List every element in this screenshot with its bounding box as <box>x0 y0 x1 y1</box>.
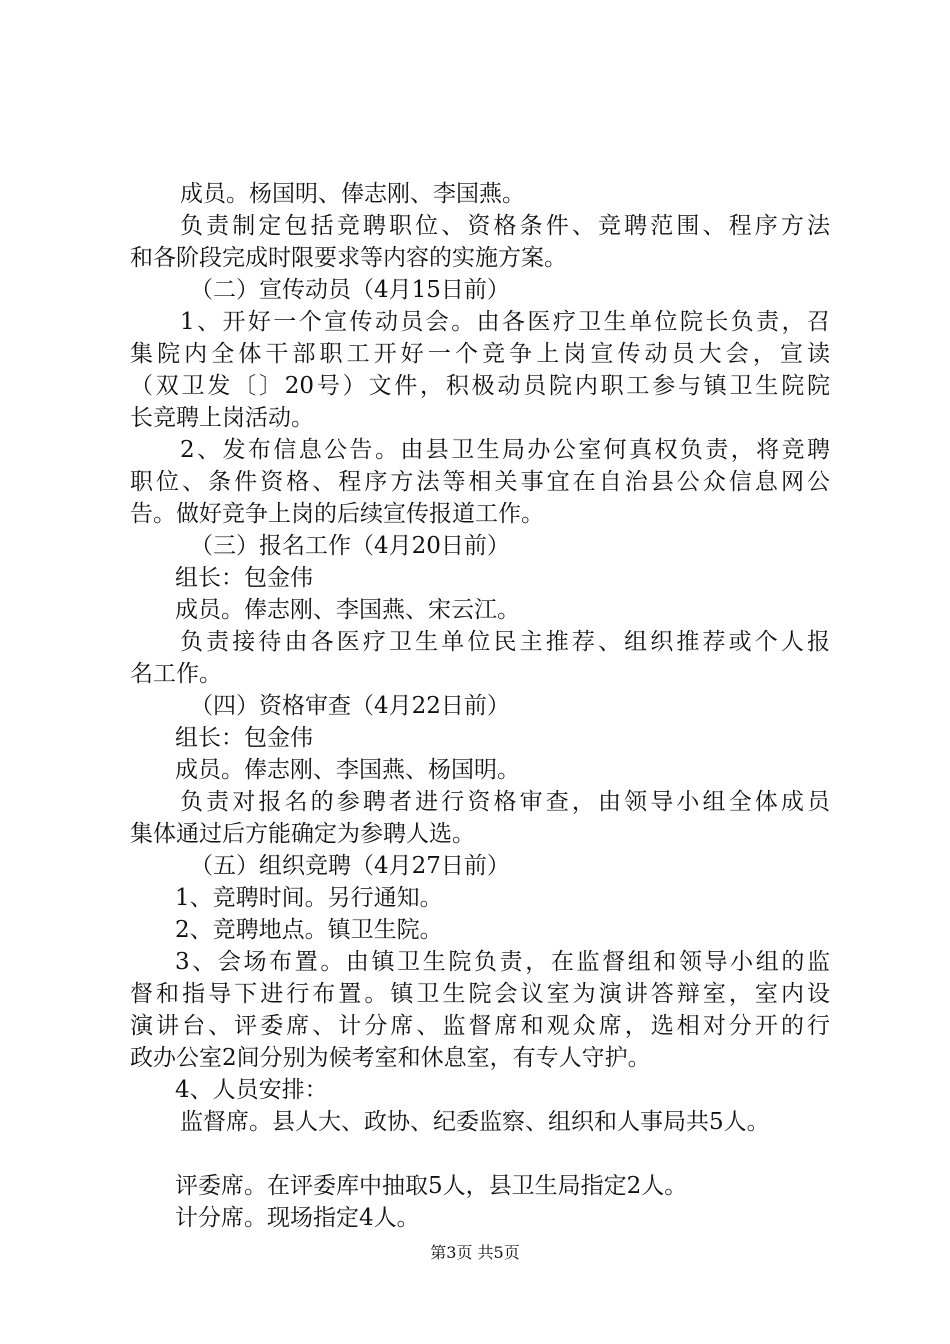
text-line: （双卫发〔〕20号）文件，积极动员院内职工参与镇卫生院院 <box>130 373 830 399</box>
text-line: 督和指导下进行布置。镇卫生院会议室为演讲答辩室，室内设 <box>130 981 830 1007</box>
text-line: 职位、条件资格、程序方法等相关事宜在自治县公众信息网公 <box>130 469 830 495</box>
text-line: 负责接待由各医疗卫生单位民主推荐、组织推荐或个人报 <box>180 629 830 655</box>
text-line: 成员。俸志刚、李国燕、杨国明。 <box>175 757 520 783</box>
text-line: 2、竞聘地点。镇卫生院。 <box>175 917 443 943</box>
text-line: 组长：包金伟 <box>175 725 313 751</box>
text-line: 监督席。县人大、政协、纪委监察、组织和人事局共5人。 <box>180 1109 770 1135</box>
text-line: 成员。杨国明、俸志刚、李国燕。 <box>180 181 525 207</box>
text-line: 长竞聘上岗活动。 <box>130 405 314 431</box>
text-line: 1、开好一个宣传动员会。由各医疗卫生单位院长负责，召 <box>180 309 830 335</box>
text-line: 1、竞聘时间。另行通知。 <box>175 885 443 911</box>
text-line: 计分席。现场指定4人。 <box>175 1205 420 1231</box>
text-line: 4、人员安排： <box>175 1077 328 1103</box>
section-heading: （五）组织竞聘（4月27日前） <box>190 853 510 879</box>
section-heading: （二）宣传动员（4月15日前） <box>190 277 510 303</box>
text-line: 集体通过后方能确定为参聘人选。 <box>130 821 475 847</box>
text-line: 演讲台、评委席、计分席、监督席和观众席，选相对分开的行 <box>130 1013 830 1039</box>
text-line: 2、发布信息公告。由县卫生局办公室何真权负责，将竞聘 <box>180 437 830 463</box>
text-line: 成员。俸志刚、李国燕、宋云江。 <box>175 597 520 623</box>
text-line: 集院内全体干部职工开好一个竞争上岗宣传动员大会，宣读 <box>130 341 830 367</box>
text-line: 3、会场布置。由镇卫生院负责，在监督组和领导小组的监 <box>175 949 830 975</box>
text-line: 评委席。在评委库中抽取5人，县卫生局指定2人。 <box>175 1173 688 1199</box>
text-line: 告。做好竞争上岗的后续宣传报道工作。 <box>130 501 544 527</box>
text-line: 名工作。 <box>130 661 222 687</box>
text-line: 负责制定包括竞聘职位、资格条件、竞聘范围、程序方法 <box>180 213 830 239</box>
text-line: 组长：包金伟 <box>175 565 313 591</box>
section-heading: （四）资格审查（4月22日前） <box>190 693 510 719</box>
text-line: 负责对报名的参聘者进行资格审查，由领导小组全体成员 <box>180 789 830 815</box>
page-footer: 第3页 共5页 <box>430 1243 520 1262</box>
text-line: 和各阶段完成时限要求等内容的实施方案。 <box>130 245 567 271</box>
section-heading: （三）报名工作（4月20日前） <box>190 533 510 559</box>
text-line: 政办公室2间分别为候考室和休息室，有专人守护。 <box>130 1045 651 1071</box>
